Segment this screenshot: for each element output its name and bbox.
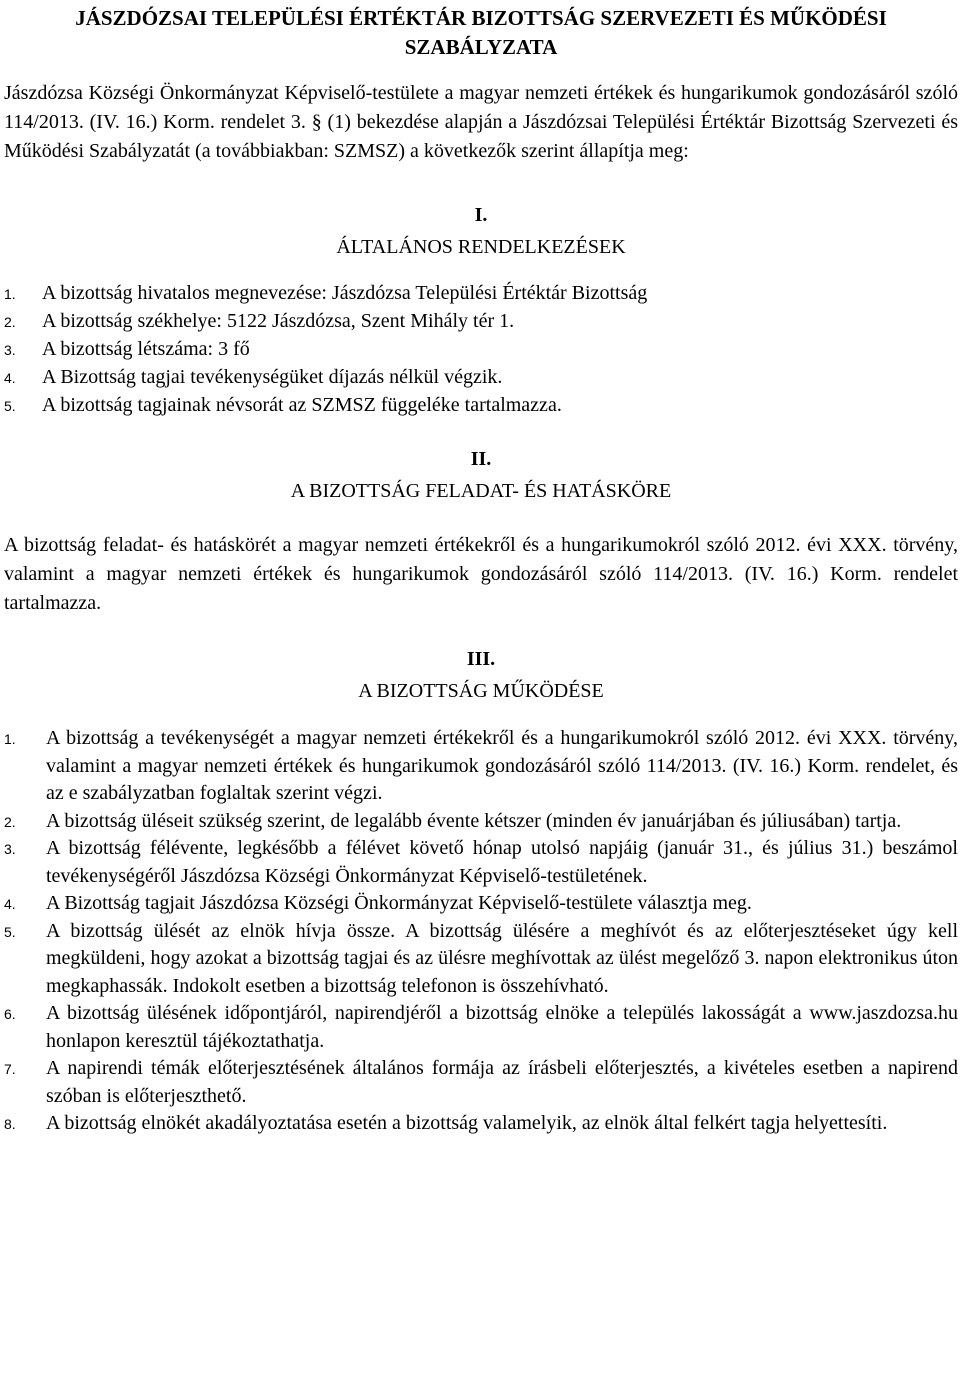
item-number: 8. xyxy=(4,1116,16,1132)
item-number: 1. xyxy=(4,286,16,302)
item-number: 4. xyxy=(4,370,16,386)
section-numeral: I. xyxy=(474,204,488,226)
section-numeral: III. xyxy=(466,648,496,670)
item-text: A bizottság félévente, legkésőbb a félévet követő hónap utolsó napjáig (január 31., és július 31.) beszámol tevékenységéről Jászdózsa Községi Önkormányzat Képviselő-testületének. xyxy=(46,837,958,887)
item-text: A Bizottság tagjai tevékenységüket díjazás nélkül végzik. xyxy=(42,366,503,388)
list-item xyxy=(4,363,958,391)
item-number: 1. xyxy=(4,731,16,747)
section-duties-and-powers xyxy=(4,443,958,618)
section-paragraph: A bizottság feladat- és hatáskörét a magyar nemzeti értékekről és a hungarikumokról szóló 2012. évi XXX. törvény, valamint a magyar nemzeti értékek és hungarikumok gondozásáról szóló 114/2013. (IV. 16.) Korm. rendelet tartalmazza. xyxy=(4,534,958,614)
list-item xyxy=(4,725,958,808)
section-numeral: II. xyxy=(470,448,492,470)
item-number: 3. xyxy=(4,342,16,358)
list-item xyxy=(4,335,958,363)
item-text: A napirendi témák előterjesztésének általános formája az írásbeli előterjesztés, a kivételes esetben a napirend szóban is előterjeszthető. xyxy=(46,1057,958,1107)
item-number: 5. xyxy=(4,923,16,940)
list-item xyxy=(4,808,958,836)
list-item xyxy=(4,835,958,890)
item-text: A Bizottság tagjait Jászdózsa Községi Önkormányzat Képviselő-testülete választja meg. xyxy=(46,892,752,914)
list-item xyxy=(4,391,958,419)
general-provisions-list xyxy=(4,279,958,419)
item-number: 2. xyxy=(4,314,16,330)
item-text: A bizottság hivatalos megnevezése: Jászdózsa Települési Értéktár Bizottság xyxy=(42,282,648,304)
item-text: A bizottság létszáma: 3 fő xyxy=(42,338,250,360)
section-operation xyxy=(4,643,958,1138)
list-item xyxy=(4,1110,958,1138)
operation-list xyxy=(4,725,958,1138)
list-item xyxy=(4,918,958,1001)
item-text: A bizottság székhelye: 5122 Jászdózsa, Szent Mihály tér 1. xyxy=(42,310,515,332)
section-heading: ÁLTALÁNOS RENDELKEZÉSEK xyxy=(336,236,626,258)
section-general-provisions xyxy=(4,199,958,419)
list-item xyxy=(4,890,958,918)
list-item xyxy=(4,1055,958,1110)
item-text: A bizottság tagjainak névsorát az SZMSZ függeléke tartalmazza. xyxy=(42,394,562,416)
item-number: 3. xyxy=(4,841,16,857)
item-number: 6. xyxy=(4,1006,16,1022)
item-number: 4. xyxy=(4,896,16,912)
item-number: 5. xyxy=(4,398,16,414)
document-title: JÁSZDÓZSAI TELEPÜLÉSI ÉRTÉKTÁR BIZOTTSÁG SZERVEZETI ÉS MŰKÖDÉSI SZABÁLYZATA xyxy=(75,6,887,59)
list-item xyxy=(4,1000,958,1055)
item-text: A bizottság üléseit szükség szerint, de legalább évente kétszer (minden év januárjában és júliusában) tartja. xyxy=(46,809,902,832)
item-number: 7. xyxy=(4,1061,16,1077)
list-item xyxy=(4,279,958,307)
item-number: 2. xyxy=(4,813,16,830)
item-text: A bizottság ülésének időpontjáról, napirendjéről a bizottság elnöke a település lakosságát a www.jaszdozsa.hu honlapon keresztül tájékoztathatja. xyxy=(46,1002,958,1052)
item-text: A bizottság a tevékenységét a magyar nemzeti értékekről és a hungarikumokról szóló 2012. évi XXX. törvény, valamint a magyar nemzeti értékek és hungarikumok gondozásáról szóló 114/2013. (IV. 16.) Korm. rendelet, és az e szabályzatban foglaltak szerint végzi. xyxy=(46,727,958,804)
list-item xyxy=(4,307,958,335)
document-page xyxy=(0,4,960,1399)
item-text: A bizottság ülését az elnök hívja össze. A bizottság ülésére a meghívót és az előterjesztéseket úgy kell megküldeni, hogy azokat a bizottság tagjai és az ülésre meghívottak az ülést megelőző 3. napon elektronikus úton megkaphassák. Indokolt esetben a bizottság telefonon is összehívható. xyxy=(46,919,958,997)
section-heading: A BIZOTTSÁG MŰKÖDÉSE xyxy=(358,680,604,702)
intro-paragraph: Jászdózsa Községi Önkormányzat Képviselő-testülete a magyar nemzeti értékek és hungarikumok gondozásáról szóló 114/2013. (IV. 16.) Korm. rendelet 3. § (1) bekezdése alapján a Jászdózsai Települési Értéktár Bizottság Szervezeti és Működési Szabályzatát (a továbbiakban: SZMSZ) a következők szerint állapítja meg: xyxy=(4,82,958,162)
item-text: A bizottság elnökét akadályoztatása esetén a bizottság valamelyik, az elnök által felkért tagja helyettesíti. xyxy=(46,1112,888,1134)
section-heading: A BIZOTTSÁG FELADAT- ÉS HATÁSKÖRE xyxy=(290,480,672,502)
